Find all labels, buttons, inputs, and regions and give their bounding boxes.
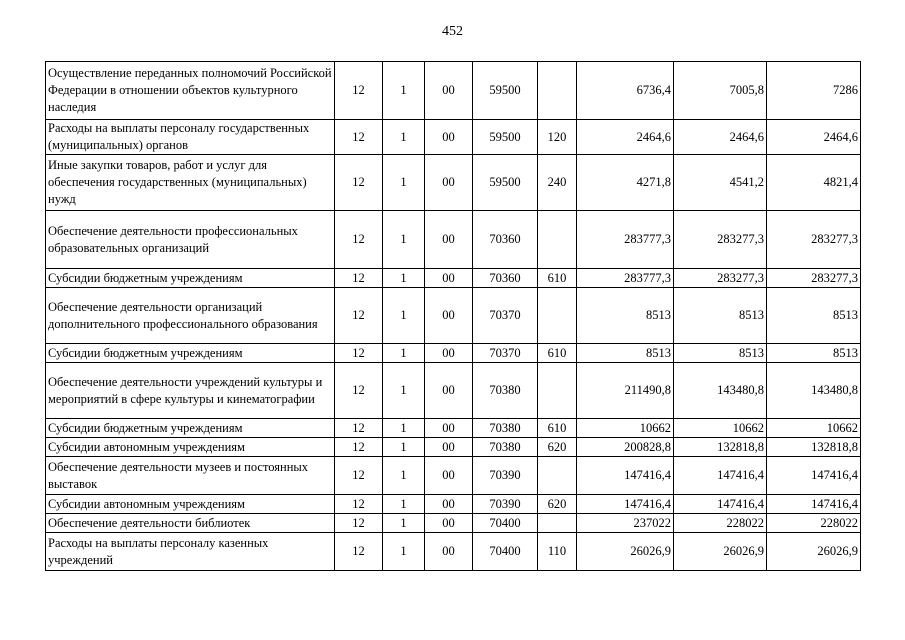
cell-amount-1: 4271,8	[577, 155, 674, 211]
cell-amount-1: 147416,4	[577, 457, 674, 495]
cell-amount-3: 147416,4	[767, 457, 861, 495]
cell-name: Обеспечение деятельности учреждений культуры и мероприятий в сфере культуры и кинематографии	[46, 363, 335, 419]
cell-target: 70380	[473, 363, 538, 419]
cell-amount-1: 147416,4	[577, 495, 674, 514]
cell-amount-1: 283777,3	[577, 269, 674, 288]
cell-subsection: 1	[383, 419, 425, 438]
cell-amount-3: 228022	[767, 514, 861, 533]
table-row	[46, 120, 861, 155]
table-row	[46, 344, 861, 363]
cell-name: Обеспечение деятельности организаций дополнительного профессионального образования	[46, 288, 335, 344]
cell-amount-2: 8513	[674, 288, 767, 344]
cell-subsection: 1	[383, 155, 425, 211]
cell-amount-3: 7286	[767, 62, 861, 120]
cell-section: 12	[335, 363, 383, 419]
cell-target: 70380	[473, 419, 538, 438]
cell-amount-3: 8513	[767, 344, 861, 363]
cell-subsection: 1	[383, 344, 425, 363]
cell-amount-2: 147416,4	[674, 495, 767, 514]
table-row	[46, 533, 861, 571]
cell-expense-type	[538, 457, 577, 495]
cell-program: 00	[425, 457, 473, 495]
cell-amount-3: 132818,8	[767, 438, 861, 457]
cell-name: Обеспечение деятельности музеев и постоянных выставок	[46, 457, 335, 495]
cell-amount-2: 7005,8	[674, 62, 767, 120]
cell-program: 00	[425, 533, 473, 571]
cell-program: 00	[425, 344, 473, 363]
cell-section: 12	[335, 419, 383, 438]
table-row	[46, 419, 861, 438]
cell-section: 12	[335, 211, 383, 269]
cell-expense-type: 620	[538, 495, 577, 514]
cell-amount-1: 10662	[577, 419, 674, 438]
cell-section: 12	[335, 514, 383, 533]
cell-subsection: 1	[383, 211, 425, 269]
page-number: 452	[442, 24, 463, 39]
cell-expense-type	[538, 288, 577, 344]
cell-amount-2: 4541,2	[674, 155, 767, 211]
cell-subsection: 1	[383, 62, 425, 120]
cell-expense-type	[538, 211, 577, 269]
cell-section: 12	[335, 62, 383, 120]
cell-amount-2: 26026,9	[674, 533, 767, 571]
cell-program: 00	[425, 62, 473, 120]
cell-subsection: 1	[383, 120, 425, 155]
cell-name: Расходы на выплаты персоналу государственных (муниципальных) органов	[46, 120, 335, 155]
cell-section: 12	[335, 269, 383, 288]
cell-expense-type	[538, 62, 577, 120]
budget-table	[45, 61, 861, 571]
cell-amount-2: 283277,3	[674, 269, 767, 288]
cell-amount-3: 4821,4	[767, 155, 861, 211]
cell-amount-2: 147416,4	[674, 457, 767, 495]
cell-target: 59500	[473, 120, 538, 155]
table-row	[46, 288, 861, 344]
cell-name: Обеспечение деятельности профессиональных образовательных организаций	[46, 211, 335, 269]
cell-amount-3: 2464,6	[767, 120, 861, 155]
cell-target: 59500	[473, 62, 538, 120]
cell-name: Иные закупки товаров, работ и услуг для обеспечения государственных (муниципальных) нужд	[46, 155, 335, 211]
table-row	[46, 269, 861, 288]
cell-amount-3: 26026,9	[767, 533, 861, 571]
table-row	[46, 211, 861, 269]
cell-amount-3: 143480,8	[767, 363, 861, 419]
cell-program: 00	[425, 120, 473, 155]
cell-subsection: 1	[383, 438, 425, 457]
table-row	[46, 438, 861, 457]
cell-amount-1: 200828,8	[577, 438, 674, 457]
cell-amount-2: 228022	[674, 514, 767, 533]
cell-expense-type	[538, 514, 577, 533]
cell-target: 70380	[473, 438, 538, 457]
cell-target: 70360	[473, 211, 538, 269]
cell-subsection: 1	[383, 514, 425, 533]
cell-name: Обеспечение деятельности библиотек	[46, 514, 335, 533]
cell-subsection: 1	[383, 457, 425, 495]
cell-expense-type: 620	[538, 438, 577, 457]
cell-subsection: 1	[383, 533, 425, 571]
cell-program: 00	[425, 419, 473, 438]
cell-target: 70400	[473, 533, 538, 571]
cell-amount-3: 283277,3	[767, 211, 861, 269]
cell-amount-2: 10662	[674, 419, 767, 438]
cell-amount-2: 2464,6	[674, 120, 767, 155]
cell-target: 70370	[473, 344, 538, 363]
cell-name: Расходы на выплаты персоналу казенных учреждений	[46, 533, 335, 571]
cell-program: 00	[425, 438, 473, 457]
cell-program: 00	[425, 288, 473, 344]
cell-subsection: 1	[383, 288, 425, 344]
cell-expense-type: 110	[538, 533, 577, 571]
cell-section: 12	[335, 344, 383, 363]
cell-amount-3: 10662	[767, 419, 861, 438]
cell-section: 12	[335, 288, 383, 344]
cell-amount-1: 8513	[577, 344, 674, 363]
cell-target: 70390	[473, 495, 538, 514]
cell-amount-2: 283277,3	[674, 211, 767, 269]
table-row	[46, 514, 861, 533]
cell-name: Субсидии бюджетным учреждениям	[46, 419, 335, 438]
cell-section: 12	[335, 438, 383, 457]
cell-amount-1: 8513	[577, 288, 674, 344]
cell-subsection: 1	[383, 269, 425, 288]
cell-amount-1: 211490,8	[577, 363, 674, 419]
cell-amount-2: 143480,8	[674, 363, 767, 419]
cell-amount-1: 6736,4	[577, 62, 674, 120]
cell-expense-type	[538, 363, 577, 419]
cell-section: 12	[335, 457, 383, 495]
cell-program: 00	[425, 269, 473, 288]
cell-program: 00	[425, 211, 473, 269]
table-row	[46, 457, 861, 495]
table-row	[46, 62, 861, 120]
cell-expense-type: 610	[538, 344, 577, 363]
cell-program: 00	[425, 495, 473, 514]
cell-expense-type: 610	[538, 269, 577, 288]
cell-expense-type: 610	[538, 419, 577, 438]
cell-amount-3: 8513	[767, 288, 861, 344]
cell-name: Осуществление переданных полномочий Российской Федерации в отношении объектов культурного наследия	[46, 62, 335, 120]
cell-program: 00	[425, 155, 473, 211]
table-row	[46, 155, 861, 211]
cell-section: 12	[335, 120, 383, 155]
cell-program: 00	[425, 363, 473, 419]
cell-section: 12	[335, 533, 383, 571]
cell-name: Субсидии бюджетным учреждениям	[46, 344, 335, 363]
cell-name: Субсидии автономным учреждениям	[46, 495, 335, 514]
cell-section: 12	[335, 155, 383, 211]
cell-amount-1: 283777,3	[577, 211, 674, 269]
cell-target: 70370	[473, 288, 538, 344]
table-row	[46, 495, 861, 514]
cell-target: 70390	[473, 457, 538, 495]
table-row	[46, 363, 861, 419]
cell-subsection: 1	[383, 495, 425, 514]
cell-amount-3: 147416,4	[767, 495, 861, 514]
cell-expense-type: 240	[538, 155, 577, 211]
cell-name: Субсидии бюджетным учреждениям	[46, 269, 335, 288]
cell-subsection: 1	[383, 363, 425, 419]
cell-amount-1: 237022	[577, 514, 674, 533]
cell-target: 70400	[473, 514, 538, 533]
table-body	[46, 62, 861, 571]
cell-target: 70360	[473, 269, 538, 288]
cell-section: 12	[335, 495, 383, 514]
cell-amount-2: 132818,8	[674, 438, 767, 457]
cell-amount-1: 26026,9	[577, 533, 674, 571]
cell-expense-type: 120	[538, 120, 577, 155]
cell-amount-2: 8513	[674, 344, 767, 363]
cell-program: 00	[425, 514, 473, 533]
cell-amount-1: 2464,6	[577, 120, 674, 155]
cell-amount-3: 283277,3	[767, 269, 861, 288]
cell-target: 59500	[473, 155, 538, 211]
cell-name: Субсидии автономным учреждениям	[46, 438, 335, 457]
